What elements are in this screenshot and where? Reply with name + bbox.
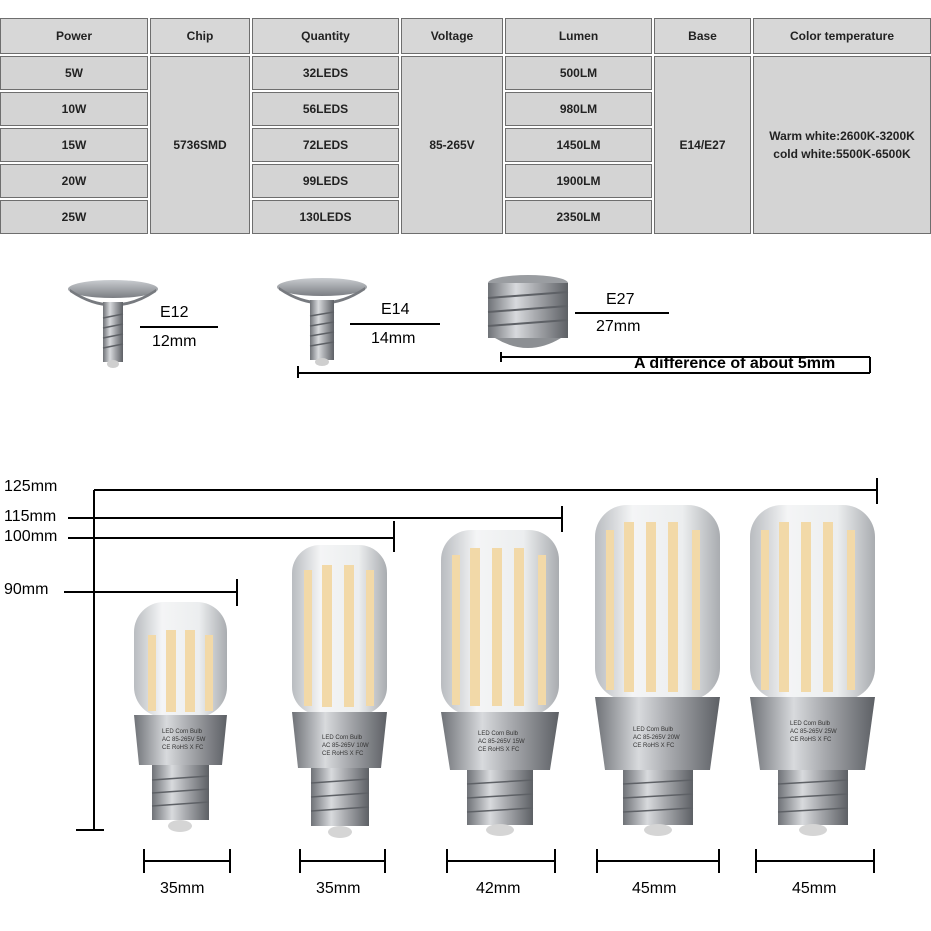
header-lumen: Lumen — [505, 18, 652, 54]
e12-base-icon — [68, 280, 158, 368]
cell-chip: 5736SMD — [150, 56, 250, 234]
e27-size: 27mm — [596, 318, 641, 335]
cell-quantity: 72LEDS — [252, 128, 399, 162]
bulb-label-cert: CE RoHS X FC — [162, 745, 204, 751]
bulb-label-title: LED Corn Bulb — [162, 729, 203, 735]
cell-lumen: 980LM — [505, 92, 652, 126]
header-chip: Chip — [150, 18, 250, 54]
cell-base: E14/E27 — [654, 56, 751, 234]
bulb-label-20w — [633, 726, 680, 750]
e14-size: 14mm — [371, 330, 416, 347]
bulb-5w-icon — [134, 602, 227, 832]
cell-power: 15W — [0, 128, 148, 162]
cell-power: 5W — [0, 56, 148, 90]
cold-white-range: cold white:5500K-6500K — [773, 147, 911, 161]
header-base: Base — [654, 18, 751, 54]
height-90mm: 90mm — [4, 581, 49, 598]
cell-lumen: 500LM — [505, 56, 652, 90]
bulb-label-spec: AC 85-265V 15W — [478, 739, 525, 745]
cell-voltage: 85-265V — [401, 56, 503, 234]
bulb-label-spec: AC 85-265V 10W — [322, 743, 369, 749]
height-125mm: 125mm — [4, 478, 58, 495]
bulb-label-spec: AC 85-265V 20W — [633, 735, 680, 741]
bulb-label-title: LED Corn Bulb — [633, 727, 674, 733]
e27-base-icon — [488, 275, 568, 348]
cell-quantity: 99LEDS — [252, 164, 399, 198]
bulb-label-spec: AC 85-265V 5W — [162, 737, 206, 743]
bulb-label-spec: AC 85-265V 25W — [790, 729, 837, 735]
height-100mm: 100mm — [4, 528, 58, 545]
width-bulb-3: 42mm — [476, 880, 521, 897]
width-bulb-4: 45mm — [632, 880, 677, 897]
cell-quantity: 32LEDS — [252, 56, 399, 90]
bulb-label-cert: CE RoHS X FC — [790, 737, 832, 743]
bulb-label-title: LED Corn Bulb — [322, 735, 363, 741]
header-voltage: Voltage — [401, 18, 503, 54]
e14-name: E14 — [381, 301, 410, 318]
bulb-25w-icon — [750, 505, 875, 836]
width-bulb-2: 35mm — [316, 880, 361, 897]
cell-power: 25W — [0, 200, 148, 234]
header-power: Power — [0, 18, 148, 54]
difference-note: A difference of about 5mm — [634, 355, 836, 372]
cell-lumen: 1450LM — [505, 128, 652, 162]
width-bulb-5: 45mm — [792, 880, 837, 897]
bulb-15w-icon — [441, 530, 559, 836]
bulb-label-title: LED Corn Bulb — [790, 721, 831, 727]
cell-lumen: 1900LM — [505, 164, 652, 198]
cell-lumen: 2350LM — [505, 200, 652, 234]
bulb-label-cert: CE RoHS X FC — [478, 747, 520, 753]
bulb-label-10w — [322, 734, 369, 758]
bulb-label-15w — [478, 730, 525, 754]
width-bulb-1: 35mm — [160, 880, 205, 897]
bulb-label-cert: CE RoHS X FC — [633, 743, 675, 749]
header-color-temperature: Color temperature — [753, 18, 931, 54]
cell-quantity: 130LEDS — [252, 200, 399, 234]
bulb-label-5w — [162, 728, 205, 752]
warm-white-range: Warm white:2600K-3200K — [769, 129, 915, 143]
cell-power: 10W — [0, 92, 148, 126]
bulb-20w-icon — [595, 505, 720, 836]
bulb-10w-icon — [292, 545, 387, 838]
bulb-label-title: LED Corn Bulb — [478, 731, 519, 737]
e12-name: E12 — [160, 304, 189, 321]
header-quantity: Quantity — [252, 18, 399, 54]
bulb-label-cert: CE RoHS X FC — [322, 751, 364, 757]
bulb-label-25w — [790, 720, 837, 744]
e12-size: 12mm — [152, 333, 197, 350]
cell-power: 20W — [0, 164, 148, 198]
cell-quantity: 56LEDS — [252, 92, 399, 126]
height-115mm: 115mm — [4, 508, 57, 525]
e27-name: E27 — [606, 291, 635, 308]
e14-base-icon — [277, 278, 367, 366]
